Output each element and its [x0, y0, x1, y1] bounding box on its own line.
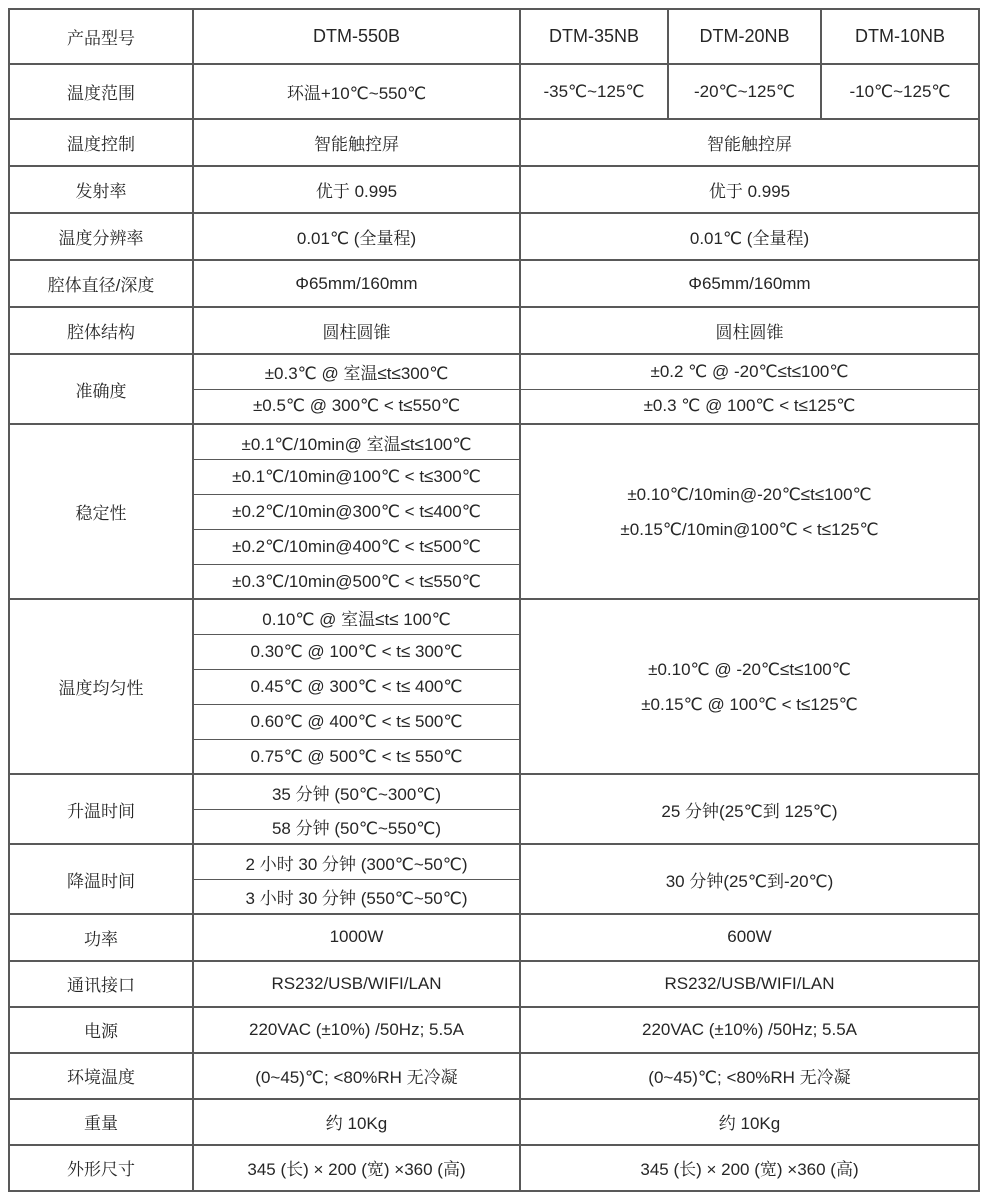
emissivity-nb-series: 优于 0.995	[520, 166, 979, 213]
row-temp-range	[9, 64, 979, 119]
stability-dtm550b-2: ±0.1℃/10min@100℃ < t≤300℃	[193, 459, 520, 494]
uniformity-nb-line-2: ±0.15℃ @ 100℃ < t≤125℃	[641, 694, 858, 714]
temp-range-dtm550b: 环温+10℃~550℃	[193, 64, 520, 119]
accuracy-dtm550b-1: ±0.3℃ @ 室温≤t≤300℃	[193, 354, 520, 389]
model-dtm-550b: DTM-550B	[193, 9, 520, 64]
weight-dtm550b: 约 10Kg	[193, 1099, 520, 1145]
power-dtm550b: 1000W	[193, 914, 520, 960]
weight-label: 重量	[9, 1099, 193, 1145]
ambient-temp-label: 环境温度	[9, 1053, 193, 1099]
heating-time-label: 升温时间	[9, 774, 193, 844]
row-power	[9, 914, 979, 960]
row-product-model	[9, 9, 979, 64]
stability-dtm550b-4: ±0.2℃/10min@400℃ < t≤500℃	[193, 529, 520, 564]
uniformity-label: 温度均匀性	[9, 599, 193, 774]
resolution-nb-series: 0.01℃ (全量程)	[520, 213, 979, 260]
emissivity-label: 发射率	[9, 166, 193, 213]
ambient-temp-nb-series: (0~45)℃; <80%RH 无冷凝	[520, 1053, 979, 1099]
row-cavity-size	[9, 260, 979, 307]
power-nb-series: 600W	[520, 914, 979, 960]
stability-nb-line-1: ±0.10℃/10min@-20℃≤t≤100℃	[627, 484, 872, 504]
stability-dtm550b-1: ±0.1℃/10min@ 室温≤t≤100℃	[193, 424, 520, 459]
accuracy-nb-series-1: ±0.2 ℃ @ -20℃≤t≤100℃	[520, 354, 979, 389]
row-power-supply	[9, 1007, 979, 1053]
row-accuracy	[9, 354, 979, 389]
stability-dtm550b-3: ±0.2℃/10min@300℃ < t≤400℃	[193, 494, 520, 529]
cooling-time-nb-series: 30 分钟(25℃到-20℃)	[520, 844, 979, 914]
ambient-temp-dtm550b: (0~45)℃; <80%RH 无冷凝	[193, 1053, 520, 1099]
stability-label: 稳定性	[9, 424, 193, 599]
model-dtm-20nb: DTM-20NB	[668, 9, 821, 64]
product-model-label: 产品型号	[9, 9, 193, 64]
cavity-size-nb-series: Φ65mm/160mm	[520, 260, 979, 307]
emissivity-dtm550b: 优于 0.995	[193, 166, 520, 213]
uniformity-dtm550b-1: 0.10℃ @ 室温≤t≤ 100℃	[193, 599, 520, 634]
temp-control-label: 温度控制	[9, 119, 193, 166]
uniformity-dtm550b-3: 0.45℃ @ 300℃ < t≤ 400℃	[193, 669, 520, 704]
power-supply-dtm550b: 220VAC (±10%) /50Hz; 5.5A	[193, 1007, 520, 1053]
row-comm-interface	[9, 961, 979, 1007]
row-weight	[9, 1099, 979, 1145]
dimensions-label: 外形尺寸	[9, 1145, 193, 1191]
cavity-size-dtm550b: Φ65mm/160mm	[193, 260, 520, 307]
uniformity-nb-line-1: ±0.10℃ @ -20℃≤t≤100℃	[648, 659, 851, 679]
row-cavity-structure	[9, 307, 979, 354]
resolution-label: 温度分辨率	[9, 213, 193, 260]
temp-range-dtm20nb: -20℃~125℃	[668, 64, 821, 119]
product-spec-table	[8, 8, 980, 1192]
temp-range-dtm35nb: -35℃~125℃	[520, 64, 668, 119]
stability-dtm550b-5: ±0.3℃/10min@500℃ < t≤550℃	[193, 564, 520, 599]
power-supply-nb-series: 220VAC (±10%) /50Hz; 5.5A	[520, 1007, 979, 1053]
row-uniformity	[9, 599, 979, 634]
power-supply-label: 电源	[9, 1007, 193, 1053]
uniformity-nb-series	[520, 599, 979, 774]
comm-interface-label: 通讯接口	[9, 961, 193, 1007]
comm-interface-nb-series: RS232/USB/WIFI/LAN	[520, 961, 979, 1007]
row-heating-time	[9, 774, 979, 809]
temp-control-nb-series: 智能触控屏	[520, 119, 979, 166]
row-emissivity	[9, 166, 979, 213]
model-dtm-10nb: DTM-10NB	[821, 9, 979, 64]
cavity-structure-dtm550b: 圆柱圆锥	[193, 307, 520, 354]
accuracy-dtm550b-2: ±0.5℃ @ 300℃ < t≤550℃	[193, 389, 520, 424]
cooling-time-dtm550b-2: 3 小时 30 分钟 (550℃~50℃)	[193, 879, 520, 914]
row-ambient-temp	[9, 1053, 979, 1099]
temp-range-dtm10nb: -10℃~125℃	[821, 64, 979, 119]
row-cooling-time	[9, 844, 979, 879]
heating-time-dtm550b-1: 35 分钟 (50℃~300℃)	[193, 774, 520, 809]
uniformity-dtm550b-2: 0.30℃ @ 100℃ < t≤ 300℃	[193, 634, 520, 669]
cooling-time-dtm550b-1: 2 小时 30 分钟 (300℃~50℃)	[193, 844, 520, 879]
resolution-dtm550b: 0.01℃ (全量程)	[193, 213, 520, 260]
cooling-time-label: 降温时间	[9, 844, 193, 914]
row-stability	[9, 424, 979, 459]
comm-interface-dtm550b: RS232/USB/WIFI/LAN	[193, 961, 520, 1007]
uniformity-dtm550b-5: 0.75℃ @ 500℃ < t≤ 550℃	[193, 739, 520, 774]
model-dtm-35nb: DTM-35NB	[520, 9, 668, 64]
temp-control-dtm550b: 智能触控屏	[193, 119, 520, 166]
row-resolution	[9, 213, 979, 260]
temp-range-label: 温度范围	[9, 64, 193, 119]
heating-time-nb-series: 25 分钟(25℃到 125℃)	[520, 774, 979, 844]
cavity-structure-label: 腔体结构	[9, 307, 193, 354]
stability-nb-line-2: ±0.15℃/10min@100℃ < t≤125℃	[620, 519, 879, 539]
uniformity-dtm550b-4: 0.60℃ @ 400℃ < t≤ 500℃	[193, 704, 520, 739]
row-temp-control	[9, 119, 979, 166]
dimensions-dtm550b: 345 (长) × 200 (宽) ×360 (高)	[193, 1145, 520, 1191]
weight-nb-series: 约 10Kg	[520, 1099, 979, 1145]
stability-nb-series	[520, 424, 979, 599]
accuracy-nb-series-2: ±0.3 ℃ @ 100℃ < t≤125℃	[520, 389, 979, 424]
cavity-size-label: 腔体直径/深度	[9, 260, 193, 307]
cavity-structure-nb-series: 圆柱圆锥	[520, 307, 979, 354]
row-dimensions	[9, 1145, 979, 1191]
heating-time-dtm550b-2: 58 分钟 (50℃~550℃)	[193, 809, 520, 844]
accuracy-label: 准确度	[9, 354, 193, 424]
power-label: 功率	[9, 914, 193, 960]
dimensions-nb-series: 345 (长) × 200 (宽) ×360 (高)	[520, 1145, 979, 1191]
